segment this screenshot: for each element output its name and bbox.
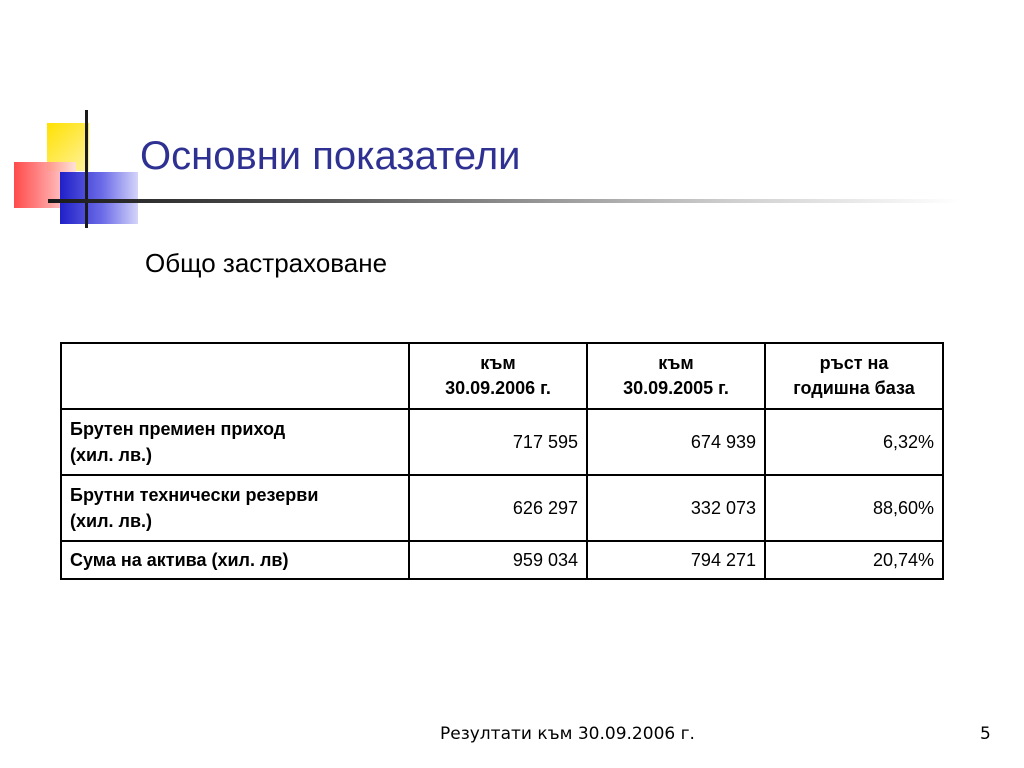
value-2006: 959 034 <box>409 541 587 579</box>
decorative-logo <box>0 100 160 240</box>
row-label-line2: (хил. лв.) <box>70 511 153 531</box>
row-label-line2: (хил. лв.) <box>70 445 153 465</box>
table-row <box>61 409 943 475</box>
header-empty-cell <box>61 343 409 409</box>
value-growth: 88,60% <box>765 475 943 541</box>
value-2005: 332 073 <box>587 475 765 541</box>
header-growth <box>765 343 943 409</box>
slide-footer: Резултати към 30.09.2006 г. <box>440 724 695 744</box>
header-2005-line2: 30.09.2005 г. <box>623 378 729 398</box>
row-label <box>61 409 409 475</box>
value-2005: 794 271 <box>587 541 765 579</box>
title-underline <box>48 199 960 203</box>
header-2005 <box>587 343 765 409</box>
blue-square-decoration <box>60 172 138 224</box>
row-label: Сума на актива (хил. лв) <box>61 541 409 579</box>
indicators-table <box>60 342 944 580</box>
row-label-line1: Брутни технически резерви <box>70 485 319 505</box>
table-row <box>61 475 943 541</box>
slide-subtitle: Общо застраховане <box>145 248 388 278</box>
value-growth: 20,74% <box>765 541 943 579</box>
header-2006-line1: към <box>480 353 516 373</box>
page-number: 5 <box>980 724 991 744</box>
vertical-divider-line <box>85 110 88 228</box>
row-label <box>61 475 409 541</box>
value-growth: 6,32% <box>765 409 943 475</box>
header-2006 <box>409 343 587 409</box>
header-2006-line2: 30.09.2006 г. <box>445 378 551 398</box>
table-row <box>61 541 943 579</box>
value-2006: 626 297 <box>409 475 587 541</box>
row-label-line1: Брутен премиен приход <box>70 419 286 439</box>
header-growth-line2: годишна база <box>793 378 915 398</box>
slide-title: Основни показатели <box>140 134 521 178</box>
value-2006: 717 595 <box>409 409 587 475</box>
header-2005-line1: към <box>658 353 694 373</box>
value-2005: 674 939 <box>587 409 765 475</box>
header-growth-line1: ръст на <box>819 353 889 373</box>
table-header-row <box>61 343 943 409</box>
